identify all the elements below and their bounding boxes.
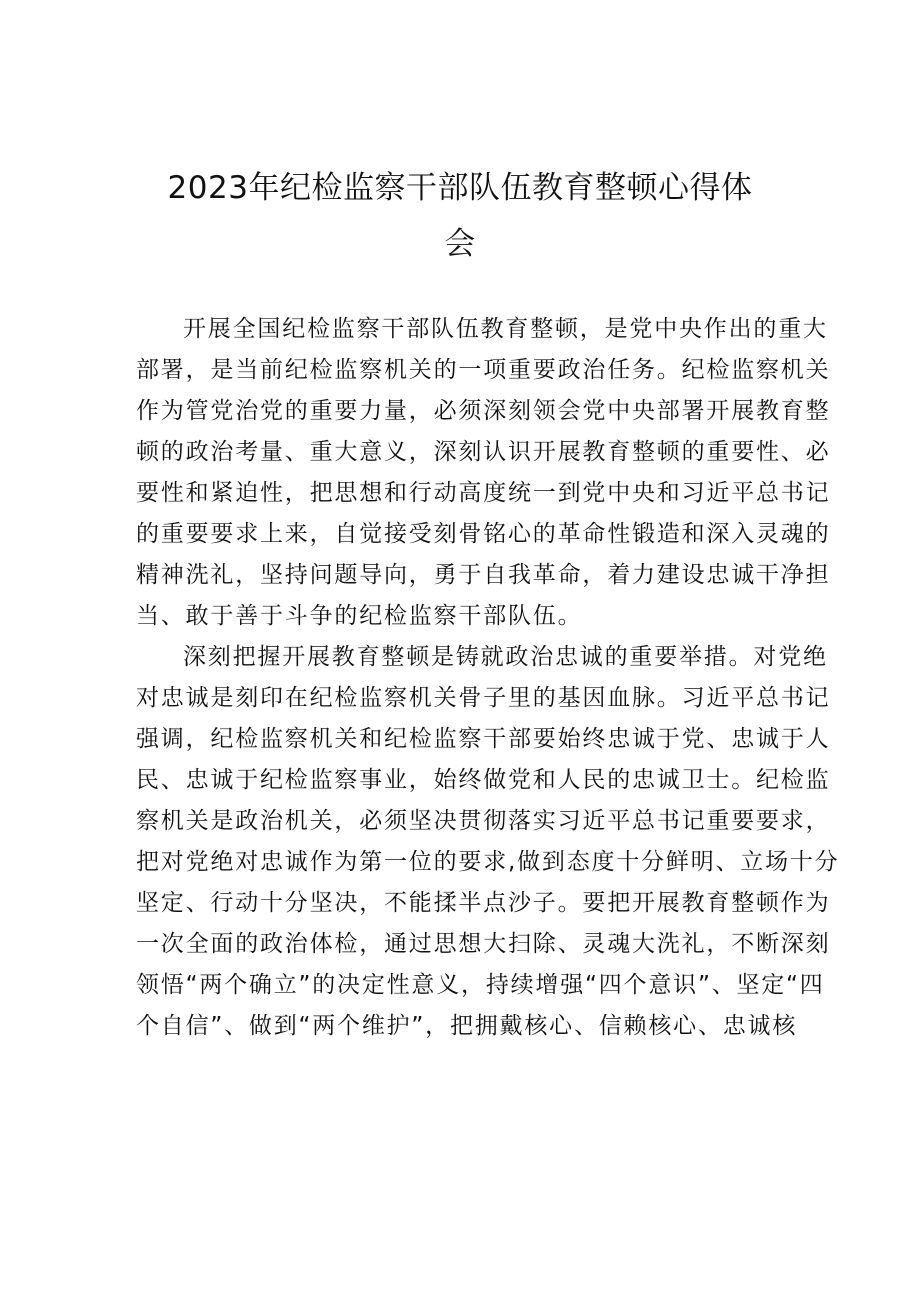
- paragraph-line: 深刻把握开展教育整顿是铸就政治忠诚的重要举措。对党绝: [183, 644, 828, 670]
- paragraph-line: 强调，纪检监察机关和纪检监察干部要始终忠诚于党、忠诚于人: [136, 726, 831, 752]
- paragraph-line: 部署，是当前纪检监察机关的一项重要政治任务。纪检监察机关: [136, 357, 831, 383]
- paragraph-1: [136, 309, 831, 637]
- paragraph-line: 精神洗礼，坚持问题导向，勇于自我革命，着力建设忠诚干净担: [136, 562, 831, 588]
- paragraph-line: 察机关是政治机关，必须坚决贯彻落实习近平总书记重要要求，: [136, 808, 831, 834]
- paragraph-2: [136, 637, 840, 1047]
- title-line-1: 2023年纪检监察干部队伍教育整顿心得体: [167, 170, 753, 206]
- paragraph-line: 领悟“两个确立”的决定性意义，持续增强“四个意识”、坚定“四: [136, 972, 825, 998]
- paragraph-line: 开展全国纪检监察干部队伍教育整顿，是党中央作出的重大: [183, 316, 828, 342]
- paragraph-line: 把对党绝对忠诚作为第一位的要求,做到态度十分鲜明、立场十分: [136, 849, 840, 875]
- paragraph-line: 当、敢于善于斗争的纪检监察干部队伍。: [136, 603, 583, 629]
- paragraph-line: 要性和紧迫性，把思想和行动高度统一到党中央和习近平总书记: [136, 480, 831, 506]
- document-body: [136, 309, 840, 1047]
- paragraph-line: 民、忠诚于纪检监察事业，始终做党和人民的忠诚卫士。纪检监: [136, 767, 831, 793]
- paragraph-line: 一次全面的政治体检，通过思想大扫除、灵魂大洗礼，不断深刻: [136, 931, 831, 957]
- paragraph-line: 坚定、行动十分坚决，不能揉半点沙子。要把开展教育整顿作为: [136, 890, 831, 916]
- paragraph-line: 对忠诚是刻印在纪检监察机关骨子里的基因血脉。习近平总书记: [136, 685, 831, 711]
- document-title: [90, 160, 830, 272]
- paragraph-line: 个自信”、做到“两个维护”，把拥戴核心、信赖核心、忠诚核: [136, 1013, 798, 1039]
- paragraph-line: 的重要要求上来，自觉接受刻骨铭心的革命性锻造和深入灵魂的: [136, 521, 831, 547]
- title-line-2: 会: [444, 226, 476, 262]
- paragraph-line: 作为管党治党的重要力量，必须深刻领会党中央部署开展教育整: [136, 398, 831, 424]
- paragraph-line: 顿的政治考量、重大意义，深刻认识开展教育整顿的重要性、必: [136, 439, 831, 465]
